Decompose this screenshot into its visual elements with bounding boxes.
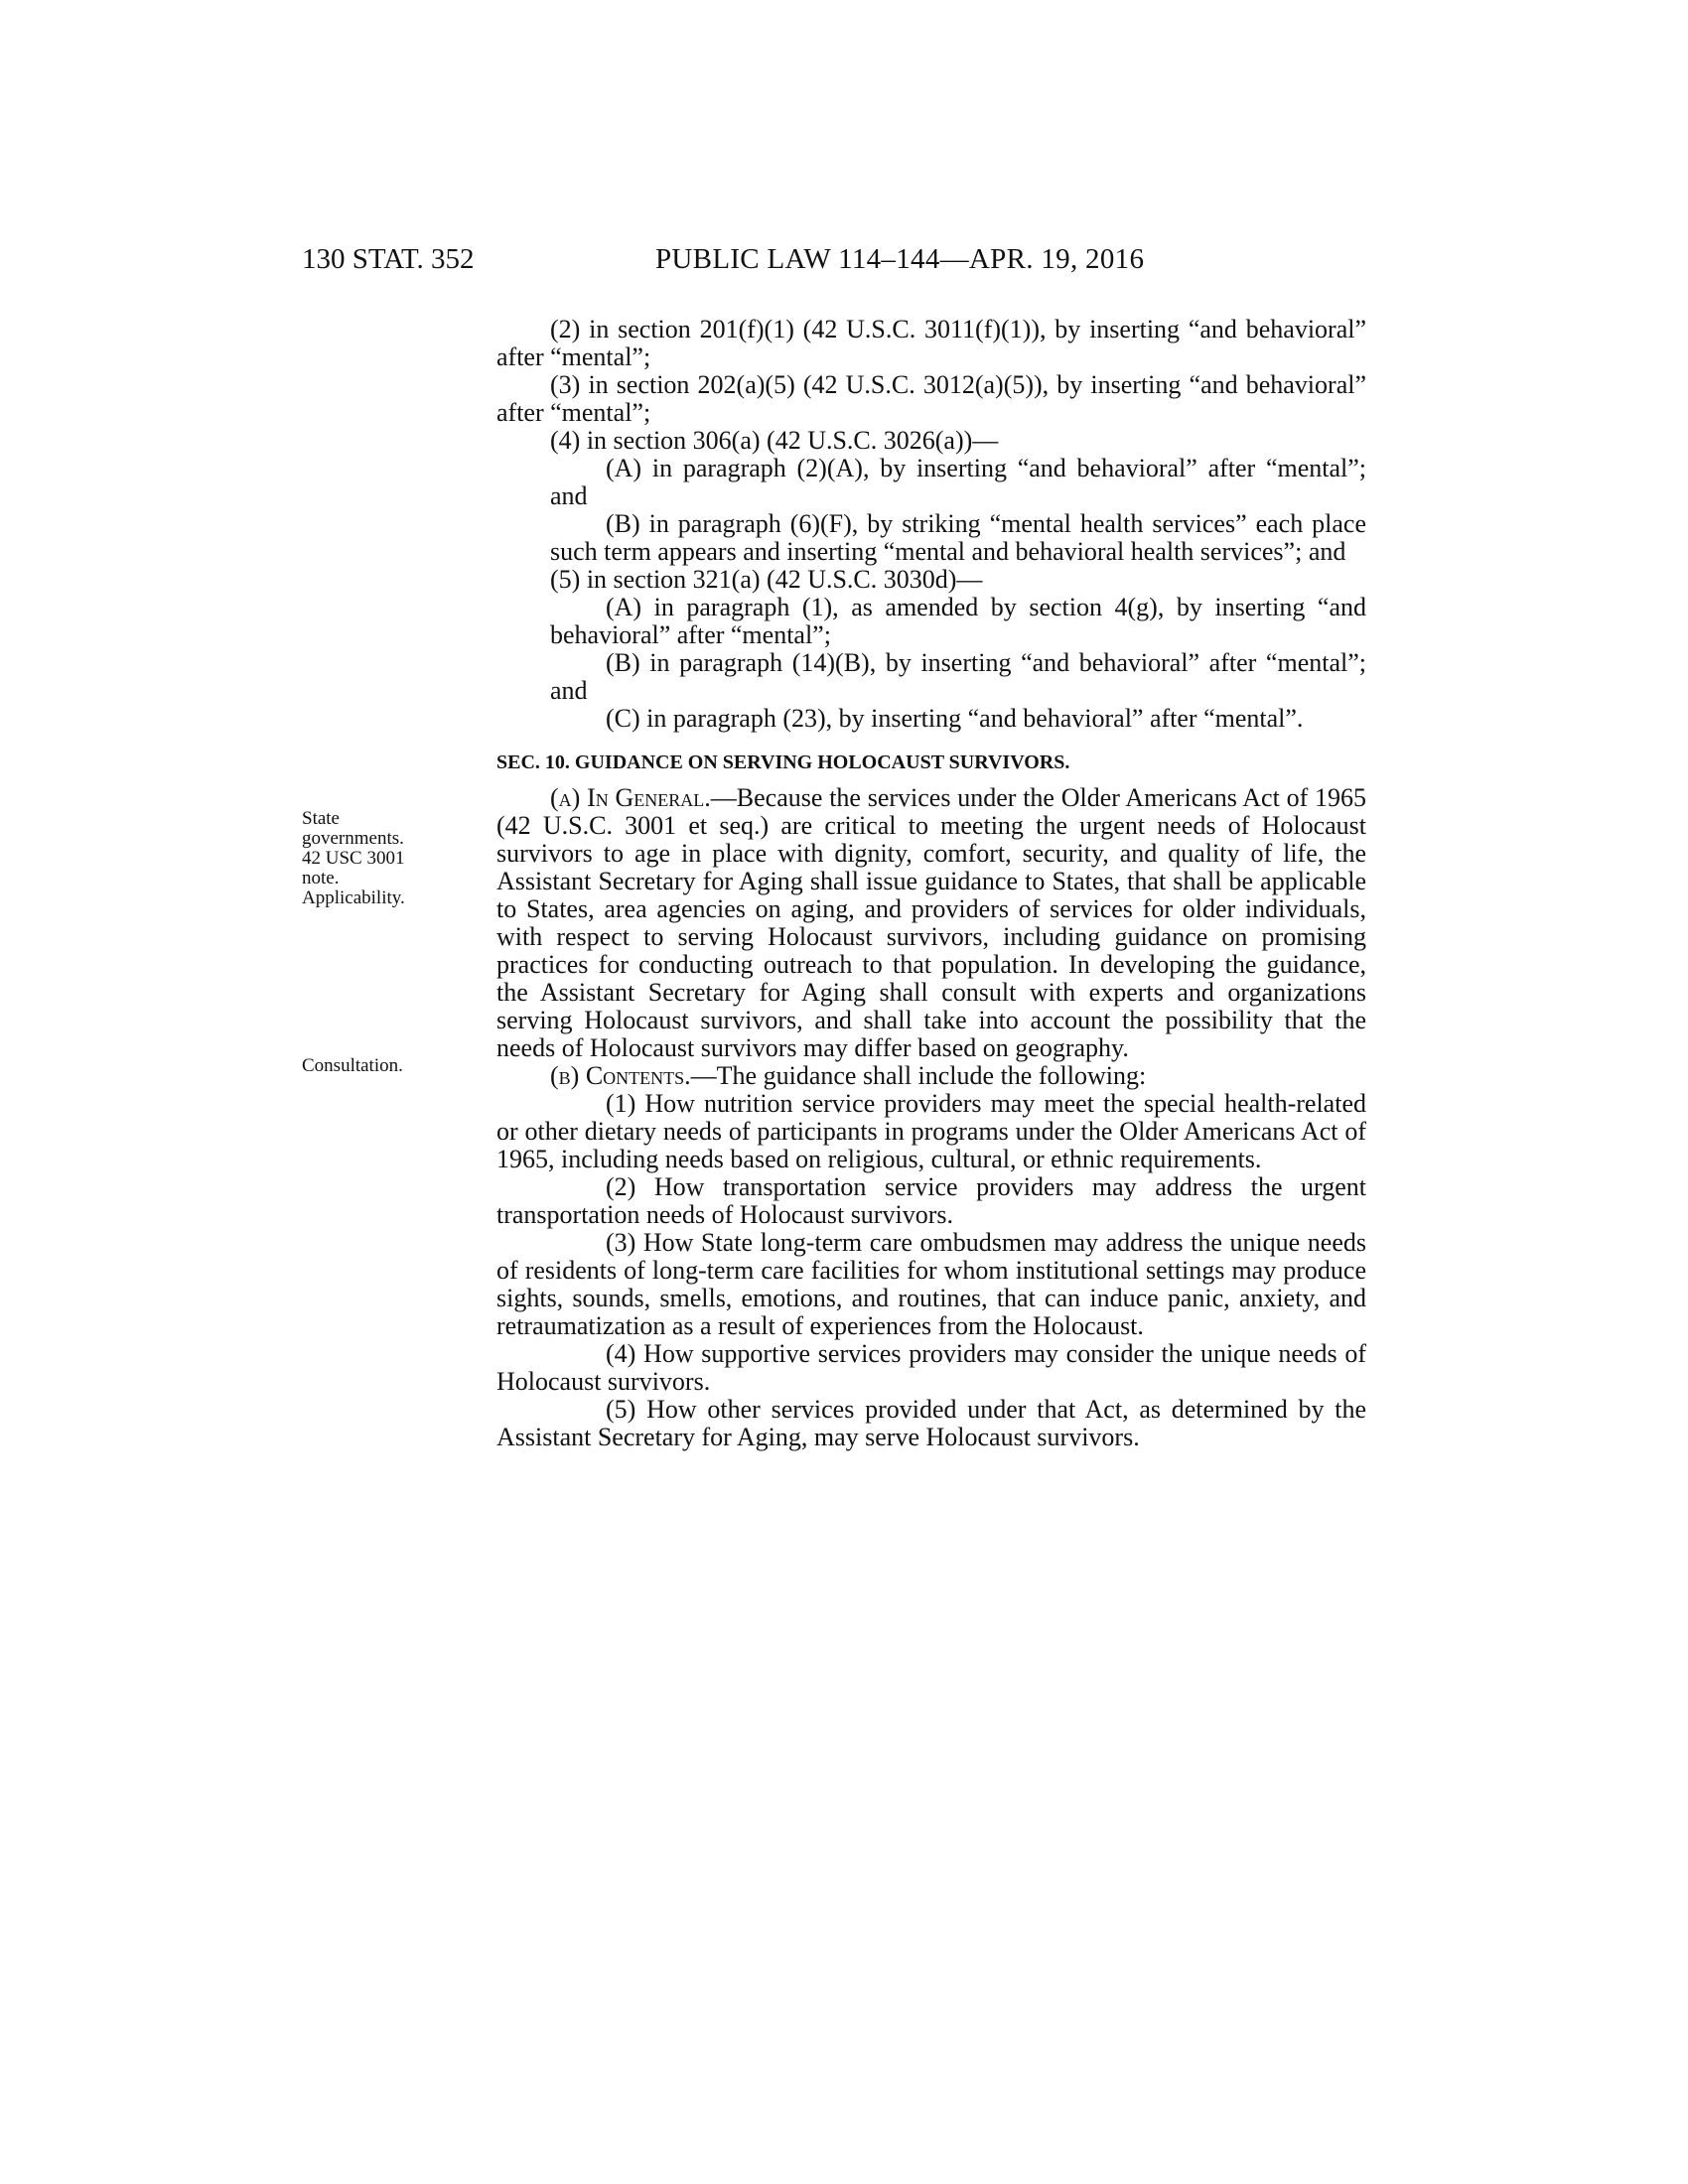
page-stat-number: 130 STAT. 352 (302, 243, 475, 275)
subsection-a-text: Because the services under the Older Americans Act of 1965 (42 U.S.C. 3001 et seq.) are critical to meeting the urgent needs of Holocaust survivors to age in place with dignity, comfort, security, and quality of life, the Assistant Secretary for Aging shall issue guidance to States, that shall be applicable to States, area agencies on aging, and providers of services for older individuals, with respect to serving Holocaust survivors, including guidance on promising practices for conducting outreach to that population. In developing the guidance, the Assistant Secretary for Aging shall consult with experts and organizations serving Holocaust survivors, and shall take into account the possibility that the needs of Holocaust survivors may differ based on geography. (496, 783, 1366, 1062)
subsection-b-label: (b) Contents.— (550, 1061, 717, 1090)
amendment-item-4a: (A) in paragraph (2)(A), by inserting “and behavioral” after “mental”; and (550, 454, 1366, 510)
subsection-b (496, 1062, 1366, 1090)
margin-note-consultation: Consultation. (302, 1055, 403, 1076)
subsection-b-text: The guidance shall include the following: (716, 1061, 1147, 1090)
amendment-item-4: (4) in section 306(a) (42 U.S.C. 3026(a))— (550, 426, 999, 455)
body-text (496, 316, 1366, 1451)
margin-note-line: governments. (302, 828, 404, 849)
margin-note-line: 42 USC 3001 (302, 848, 405, 869)
section-heading: SEC. 10. GUIDANCE ON SERVING HOLOCAUST SURVIVORS. (496, 751, 1070, 773)
contents-item-5: (5) How other services provided under that Act, as determined by the Assistant Secretary for Aging, may serve Holocaust survivors. (496, 1395, 1366, 1451)
margin-note-applicability (302, 809, 461, 908)
amendment-item-3: (3) in section 202(a)(5) (42 U.S.C. 3012(a)(5)), by inserting “and behavioral” after “mental”; (496, 370, 1366, 427)
running-head: PUBLIC LAW 114–144—APR. 19, 2016 (655, 243, 1145, 275)
margin-note-line: Applicability. (302, 887, 405, 908)
amendment-item-5c: (C) in paragraph (23), by inserting “and behavioral” after “mental”. (606, 704, 1304, 733)
contents-item-2: (2) How transportation service providers may address the urgent transportation needs of Holocaust survivors. (496, 1172, 1366, 1229)
subsection-a-label: (a) In General.— (550, 783, 737, 812)
contents-item-4: (4) How supportive services providers may consider the unique needs of Holocaust survivors. (496, 1339, 1366, 1396)
contents-item-3: (3) How State long-term care ombudsmen may address the unique needs of residents of long-term care facilities for whom institutional settings may produce sights, sounds, smells, emotions, and routines, that can induce panic, anxiety, and retraumatization as a result of experiences from the Holocaust. (496, 1228, 1366, 1340)
margin-note-line: note. (302, 868, 340, 888)
amendment-item-5b: (B) in paragraph (14)(B), by inserting “and behavioral” after “mental”; and (550, 648, 1366, 705)
margin-note-line: State (302, 808, 340, 829)
amendment-item-5: (5) in section 321(a) (42 U.S.C. 3030d)— (550, 565, 983, 594)
contents-item-1: (1) How nutrition service providers may meet the special health-related or other dietary needs of participants in programs under the Older Americans Act of 1965, including needs based on religious, cultural, or ethnic requirements. (496, 1089, 1366, 1173)
subsection-a (496, 784, 1366, 1062)
amendment-item-2: (2) in section 201(f)(1) (42 U.S.C. 3011(f)(1)), by inserting “and behavioral” after “mental”; (496, 315, 1366, 371)
amendment-item-5a: (A) in paragraph (1), as amended by section 4(g), by inserting “and behavioral” after “mental”; (550, 593, 1366, 649)
amendment-item-4b: (B) in paragraph (6)(F), by striking “mental health services” each place such term appears and inserting “mental and behavioral health services”; and (550, 509, 1366, 566)
